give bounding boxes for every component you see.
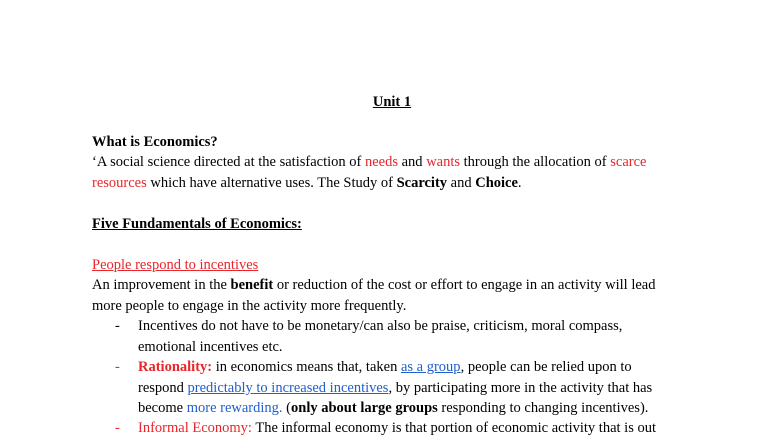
bullet-1-line-2: emotional incentives etc. (138, 339, 283, 355)
def-text: through the allocation of (460, 154, 611, 170)
more-rewarding-text: more rewarding. (186, 400, 283, 416)
heading-what-is-economics: What is Economics? (92, 134, 218, 150)
bullet-text: , people can be relied upon to (460, 359, 632, 375)
bullet-text: The informal economy is that portion of economic activity that is out (251, 420, 657, 436)
definition-line-1 (92, 152, 646, 172)
bullet-2-line-2 (138, 378, 652, 398)
large-groups-text: only about large groups (291, 400, 438, 416)
choice-word: Choice (475, 175, 518, 191)
bullet-dash: - (115, 420, 120, 436)
informal-economy-label: Informal Economy: (138, 420, 252, 436)
bullet-text: in economics means that, taken (212, 359, 401, 375)
predictably-link[interactable]: predictably to increased incentives (187, 380, 389, 396)
as-a-group-link[interactable]: as a group (400, 359, 461, 375)
benefit-word: benefit (230, 277, 274, 293)
wants-word: wants (426, 154, 461, 170)
resources-word: resources (92, 175, 147, 191)
bullet-dash: - (115, 359, 120, 375)
definition-line-2 (92, 173, 522, 193)
scarce-word: scarce (610, 154, 647, 170)
def-text: which have alternative uses. The Study of (146, 175, 397, 191)
bullet-3-line-1 (138, 418, 656, 438)
bullet-text: respond (138, 380, 188, 396)
bullet-2-line-1 (138, 357, 632, 377)
para-text: or reduction of the cost or effort to engage in an activity will lead (273, 277, 656, 293)
def-text: and (398, 154, 427, 170)
rationality-label: Rationality: (138, 359, 213, 375)
section-heading-incentives: People respond to incentives (92, 257, 259, 273)
heading-five-fundamentals: Five Fundamentals of Economics: (92, 216, 302, 232)
bullet-text: become (138, 400, 187, 416)
bullet-2-line-3 (138, 398, 648, 418)
bullet-text: responding to changing incentives). (437, 400, 649, 416)
section-paragraph-line-2: more people to engage in the activity more frequently. (92, 298, 407, 314)
scarcity-word: Scarcity (396, 175, 448, 191)
section-paragraph-line-1 (92, 275, 655, 295)
def-text: . (517, 175, 522, 191)
needs-word: needs (364, 154, 398, 170)
bullet-text: ( (282, 400, 292, 416)
bullet-dash: - (115, 318, 120, 334)
bullet-1-line-1: Incentives do not have to be monetary/can also be praise, criticism, moral compass, (138, 318, 623, 334)
para-text: An improvement in the (92, 277, 231, 293)
page-title: Unit 1 (372, 94, 412, 110)
bullet-text: , by participating more in the activity that has (388, 380, 653, 396)
def-text: and (447, 175, 476, 191)
def-text: ‘A social science directed at the satisfaction of (92, 154, 365, 170)
